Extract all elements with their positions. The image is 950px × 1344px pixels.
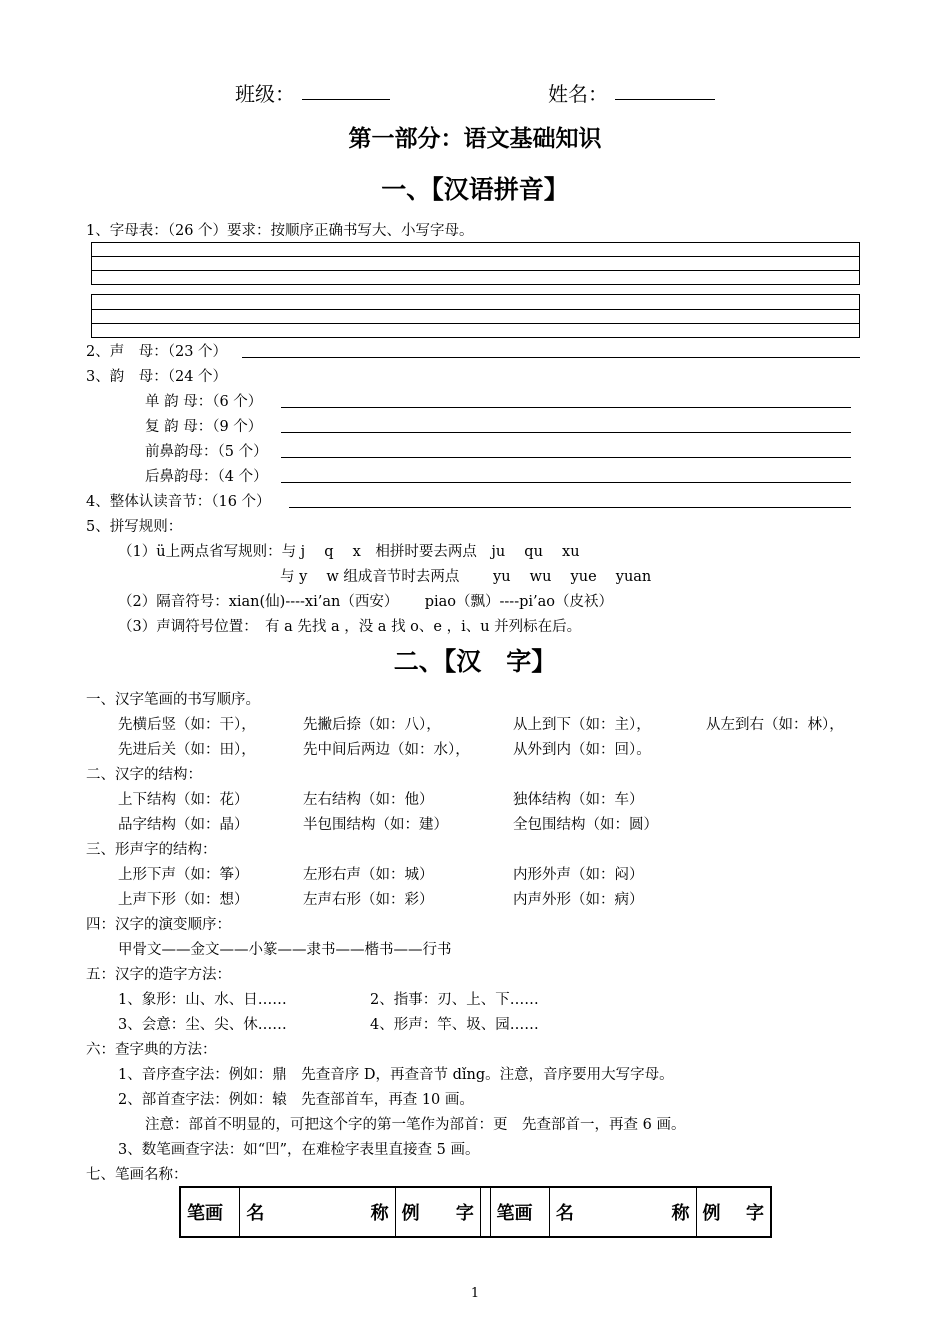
whole-syllables-item: 4、整体认读音节：（16 个） — [86, 494, 271, 510]
name-label: 姓名： — [548, 82, 608, 106]
phonetic-cell: 上形下声（如：筝） — [118, 867, 249, 883]
back-nasal-finals-blank[interactable] — [281, 482, 851, 483]
formation-cell: 1、象形：山、水、日…… — [118, 992, 287, 1008]
structure-cell: 左右结构（如：他） — [303, 792, 434, 808]
writing-line — [92, 256, 859, 257]
structure-cell: 上下结构（如：花） — [118, 792, 249, 808]
structure-cell: 全包围结构（如：圆） — [513, 817, 658, 833]
writing-lines-lowercase[interactable] — [91, 242, 860, 285]
phonetic-cell: 内形外声（如：闷） — [513, 867, 644, 883]
section1-title: 一、【汉语拼音】 — [381, 175, 569, 204]
alphabet-item: 1、字母表：（26 个）要求：按顺序正确书写大、小写字母。 — [86, 223, 474, 239]
stroke-names-table — [179, 1186, 772, 1238]
col-name — [240, 1187, 395, 1237]
dictionary-radical-note: 注意：部首不明显的，可把这个字的第一笔作为部首：更 先查部首一，再查 6 画。 — [145, 1117, 686, 1133]
writing-line — [92, 270, 859, 271]
structure-cell: 品字结构（如：晶） — [118, 817, 249, 833]
writing-lines-uppercase[interactable] — [91, 294, 860, 338]
phonetic-cell: 上声下形（如：想） — [118, 892, 249, 908]
stroke-order-cell: 先撇后捺（如：八）， — [303, 717, 441, 733]
spelling-rules-item: 5、拼写规则： — [86, 519, 183, 535]
rule-umlaut-jqx: （1）ü上两点省写规则：与 j q x 相拼时要去两点 ju qu xu — [118, 544, 580, 560]
formation-cell: 3、会意：尘、尖、休…… — [118, 1017, 287, 1033]
structure-cell: 半包围结构（如：建） — [303, 817, 448, 833]
part-title: 第一部分：语文基础知识 — [348, 126, 602, 152]
formation-heading: 五：汉字的造字方法： — [86, 967, 231, 983]
simple-finals-blank[interactable] — [281, 407, 851, 408]
stroke-names-heading: 七、笔画名称： — [86, 1167, 188, 1183]
stroke-order-cell: 先中间后两边（如：水）， — [303, 742, 470, 758]
col-example-char: 字 — [746, 1203, 764, 1224]
dictionary-radical-method: 2、部首查字法：例如：辕 先查部首车，再查 10 画。 — [118, 1092, 474, 1108]
structure-cell: 独体结构（如：车） — [513, 792, 644, 808]
col-example-char: 例 — [401, 1203, 420, 1224]
col-example — [395, 1187, 480, 1237]
col-name-char: 称 — [671, 1203, 690, 1224]
name-blank[interactable] — [615, 99, 715, 100]
initials-item: 2、声 母：（23 个） — [86, 344, 228, 360]
col-name-char: 名 — [555, 1203, 574, 1224]
col-name-char: 称 — [370, 1203, 389, 1224]
phonetic-cell: 左形右声（如：城） — [303, 867, 434, 883]
dictionary-heading: 六：查字典的方法： — [86, 1042, 217, 1058]
rule-tone-mark: （3）声调符号位置： 有 a 先找 a ，没 a 找 o、e ，i、u 并列标在后。 — [118, 619, 582, 635]
table-header-row — [180, 1187, 771, 1237]
compound-finals-label: 复 韵 母：（9 个） — [145, 419, 263, 435]
back-nasal-finals-label: 后鼻韵母：（4 个） — [145, 469, 268, 485]
phonetic-heading: 三、形声字的结构： — [86, 842, 217, 858]
finals-item: 3、韵 母：（24 个） — [86, 369, 228, 385]
phonetic-cell: 内声外形（如：病） — [513, 892, 644, 908]
evolution-heading: 四：汉字的演变顺序： — [86, 917, 231, 933]
col-name — [549, 1187, 696, 1237]
stroke-order-cell: 从左到右（如：林）， — [706, 717, 844, 733]
formation-cell: 4、形声：竿、圾、园…… — [370, 1017, 539, 1033]
evolution-sequence: 甲骨文——金文——小篆——隶书——楷书——行书 — [118, 942, 452, 958]
stroke-order-cell: 从上到下（如：主）， — [513, 717, 651, 733]
writing-line — [92, 323, 859, 324]
stroke-order-cell: 先横后竖（如：干）， — [118, 717, 256, 733]
whole-syllables-blank[interactable] — [289, 507, 851, 508]
rule-umlaut-yw: 与 y w 组成音节时去两点 yu wu yue yuan — [280, 569, 652, 585]
page-number: 1 — [470, 1286, 480, 1301]
col-example — [696, 1187, 771, 1237]
col-example-char: 例 — [702, 1203, 721, 1224]
col-example-char: 字 — [455, 1203, 474, 1224]
front-nasal-finals-blank[interactable] — [281, 457, 851, 458]
dictionary-stroke-method: 3、数笔画查字法：如“凹”，在难检字表里直接查 5 画。 — [118, 1142, 480, 1158]
col-gap — [480, 1187, 490, 1237]
section2-title: 二、【汉 字】 — [393, 647, 557, 676]
stroke-order-heading: 一、汉字笔画的书写顺序。 — [86, 692, 260, 708]
structure-heading: 二、汉字的结构： — [86, 767, 202, 783]
phonetic-cell: 左声右形（如：彩） — [303, 892, 434, 908]
class-label: 班级： — [235, 82, 295, 106]
initials-blank[interactable] — [242, 357, 860, 358]
rule-apostrophe: （2）隔音符号：xian(仙)----xi’an（西安） piao（飘）----pi’ao（皮袄） — [118, 594, 613, 610]
dictionary-phonetic-method: 1、音序查字法：例如：鼎 先查音序 D，再查音节 dǐng。注意，音序要用大写字母。 — [118, 1067, 674, 1083]
front-nasal-finals-label: 前鼻韵母：（5 个） — [145, 444, 268, 460]
stroke-order-cell: 先进后关（如：田）， — [118, 742, 256, 758]
writing-line — [92, 309, 859, 310]
simple-finals-label: 单 韵 母：（6 个） — [145, 394, 263, 410]
formation-cell: 2、指事：刃、上、下…… — [370, 992, 539, 1008]
class-blank[interactable] — [302, 99, 390, 100]
stroke-order-cell: 从外到内（如：回）。 — [513, 742, 651, 758]
col-stroke: 笔画 — [490, 1187, 549, 1237]
col-name-char: 名 — [246, 1203, 265, 1224]
col-stroke: 笔画 — [180, 1187, 240, 1237]
compound-finals-blank[interactable] — [281, 432, 851, 433]
